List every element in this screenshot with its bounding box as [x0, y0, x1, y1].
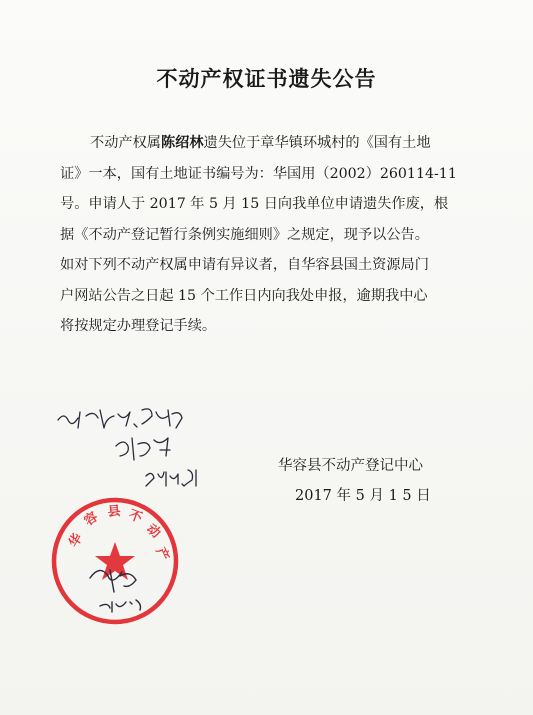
notice-title: 不动产权证书遗失公告: [156, 67, 377, 91]
svg-text:县: 县: [107, 503, 122, 520]
svg-text:不: 不: [126, 507, 144, 527]
body-line-2: 证》一本，国有土地证书编号为：华国用（2002）260114-11: [60, 165, 457, 182]
body-line-1: 不动产权属陈绍林遗失位于章华镇环城村的《国有土地: [90, 135, 431, 151]
body-line-4: 据《不动产登记暂行条例实施细则》之规定，现予以公告。: [60, 226, 429, 243]
svg-text:动: 动: [143, 521, 164, 542]
svg-text:容: 容: [81, 509, 101, 530]
issuer-name: 华容县不动产登记中心: [278, 458, 423, 474]
body-line-7: 将按规定办理登记手续。: [60, 318, 217, 334]
owner-name: 陈绍林: [160, 135, 204, 151]
body-line-3: 号。申请人于 2017 年 5 月 15 日向我单位申请遗失作废，根: [60, 196, 449, 212]
body-line-5: 如对下列不动产权属申请有异议者，自华容县国土资源局门: [60, 257, 429, 273]
official-seal: [50, 496, 180, 626]
svg-text:华: 华: [66, 531, 86, 550]
body-line-6: 户网站公告之日起 15 个工作日内向我处申报，逾期我中心: [60, 287, 428, 304]
issue-date: 2017 年 5 月 1 5 日: [295, 488, 431, 504]
svg-text:产: 产: [152, 545, 172, 564]
